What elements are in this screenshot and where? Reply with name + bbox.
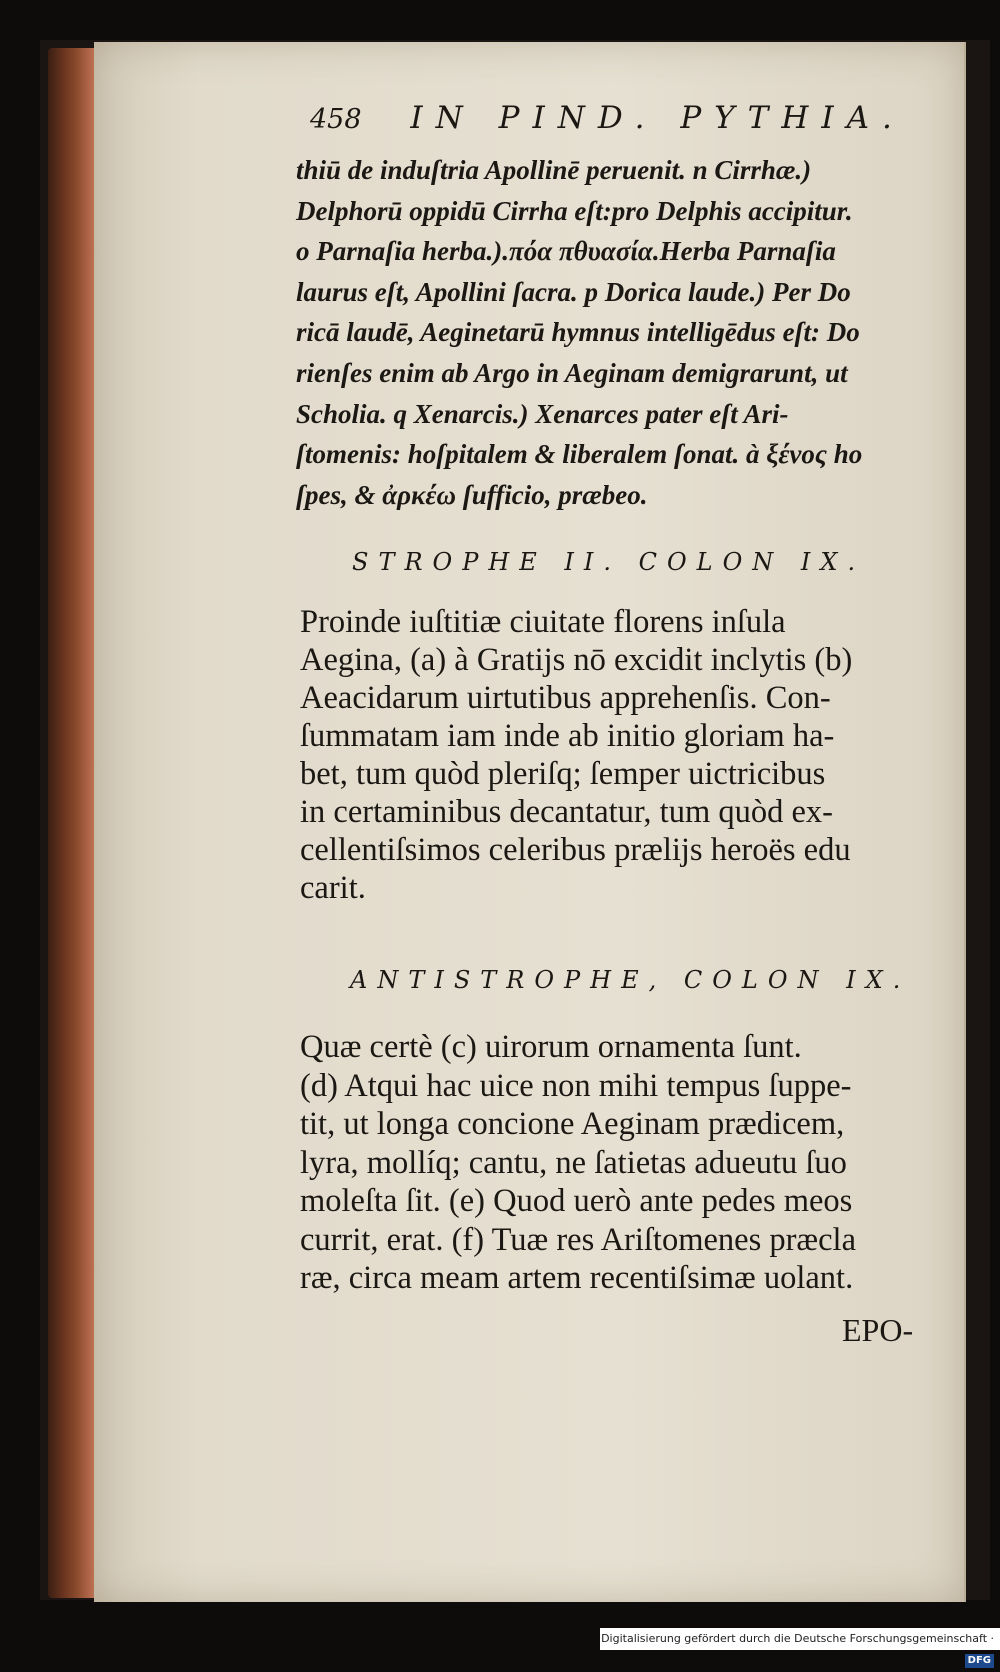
page-number: 458 [310, 104, 362, 135]
notes-line: rienſes enim ab Argo in Aeginam demigrarunt, ut [296, 357, 848, 388]
text-line: bet, tum quòd pleriſq; ſemper uictricibus [300, 756, 826, 792]
text-line: tit, ut longa concione Aeginam prædicem, [300, 1106, 845, 1142]
text-line: carit. [300, 870, 366, 906]
text-line: moleſta ſit. (e) Quod uerò ante pedes meos [300, 1183, 853, 1219]
text-line: Quæ certè (c) uirorum ornamenta ſunt. [300, 1029, 802, 1065]
dfg-logo: DFG [965, 1654, 994, 1668]
notes-line: Scholia. q Xenarcis.) Xenarces pater eſt Ari- [296, 398, 789, 429]
text-line: (d) Atqui hac uice non mihi tempus ſuppe- [300, 1067, 852, 1104]
section-heading-antistrophe: ANTISTROPHE, COLON IX. [350, 966, 911, 994]
paragraph-strophe [300, 603, 910, 907]
catchword: EPO- [842, 1312, 914, 1348]
text-line: Aeacidarum uirtutibus apprehenſis. Con- [300, 680, 831, 716]
notes-line: ſtomenis: hoſpitalem & liberalem ſonat. à ξένος ho [296, 439, 863, 470]
text-line: Proinde iuſtitiæ ciuitate florens inſula [300, 604, 786, 640]
text-line: ſummatam iam inde ab initio gloriam ha- [300, 718, 835, 754]
text-line: lyra, mollíq; cantu, ne ſatietas adueutu ſuo [300, 1144, 847, 1181]
notes-line: ſpes, & ἀρκέω ſufficio, præbeo. [296, 479, 648, 510]
notes-line: Delphorū oppidū Cirrha eſt:pro Delphis accipitur. [296, 195, 853, 226]
section-heading-strophe: STROPHE II. COLON IX. [352, 548, 866, 576]
paragraph-antistrophe [300, 1028, 910, 1298]
text-line: cellentiſsimos celeribus prælijs heroës edu [300, 832, 851, 868]
running-head-title: IN PIND. PYTHIA. [410, 100, 905, 136]
digitization-footer [600, 1628, 1000, 1666]
notes-line: thiū de induſtria Apollinē peruenit. n Cirrhæ.) [296, 155, 812, 185]
text-line: ræ, circa meam artem recentiſsimæ uolant. [300, 1260, 854, 1296]
book-page-edge [48, 48, 100, 1598]
footer-credit: Digitalisierung gefördert durch die Deutsche Forschungsgemeinschaft · [601, 1632, 994, 1645]
running-head [310, 100, 905, 144]
notes-line: o Parnaſia herba.).πόα πθυασία.Herba Parnaſia [296, 236, 836, 267]
notes-line: ricā laudē, Aeginetarū hymnus intelligēdus eſt: Do [296, 317, 860, 348]
text-line: in certaminibus decantatur, tum quòd ex- [300, 794, 833, 830]
commentary-notes [296, 150, 906, 515]
text-line: currit, erat. (f) Tuæ res Ariſtomenes præcla [300, 1221, 856, 1258]
notes-line: laurus eſt, Apollini ſacra. p Dorica laude.) Per Do [296, 276, 851, 307]
text-line: Aegina, (a) à Gratijs nō excidit inclytis (b) [300, 642, 853, 678]
